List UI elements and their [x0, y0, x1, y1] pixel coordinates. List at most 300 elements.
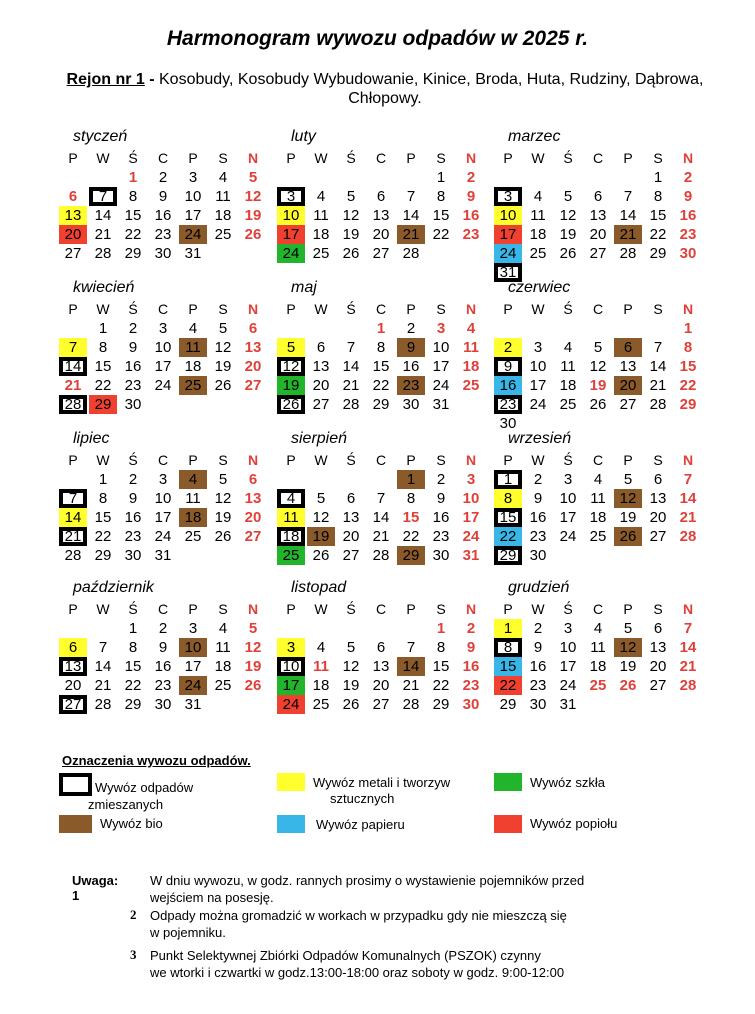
day-cell: 7 — [376, 490, 386, 507]
day-cell: 1 — [683, 320, 693, 337]
day-cell: 12 — [214, 339, 232, 356]
day-cell: 24 — [432, 377, 450, 394]
weekday-header: N — [465, 301, 477, 317]
day-cell: 13 — [649, 639, 667, 656]
day-box-pickup: 8 — [494, 638, 522, 657]
day-cell: 7 — [98, 639, 108, 656]
day-yellow-pickup: 8 — [494, 489, 522, 508]
day-brown-pickup: 26 — [614, 527, 642, 546]
day-green-pickup: 19 — [277, 376, 305, 395]
day-red-pickup: 22 — [494, 676, 522, 695]
day-box-pickup: 1 — [494, 470, 522, 489]
day-cell: 24 — [529, 396, 547, 413]
day-brown-pickup: 19 — [307, 527, 335, 546]
day-cell: 20 — [244, 509, 262, 526]
day-cell: 3 — [466, 471, 476, 488]
day-yellow-pickup: 14 — [59, 508, 87, 527]
day-box-pickup: 29 — [494, 546, 522, 565]
day-brown-pickup: 25 — [179, 376, 207, 395]
weekday-header: W — [96, 452, 110, 468]
day-cell: 5 — [346, 639, 356, 656]
day-cell: 27 — [64, 245, 82, 262]
day-box-pickup: 21 — [59, 527, 87, 546]
day-cell: 17 — [529, 377, 547, 394]
day-cell: 6 — [346, 490, 356, 507]
day-cell: 21 — [679, 658, 697, 675]
day-cell: 23 — [124, 377, 142, 394]
region-label: Rejon nr 1 — [66, 71, 145, 88]
day-cell: 8 — [128, 188, 138, 205]
weekday-header: N — [682, 452, 694, 468]
month-name: listopad — [291, 579, 347, 596]
day-blue-pickup: 24 — [494, 244, 522, 263]
weekday-header: P — [623, 452, 633, 468]
day-cell: 18 — [312, 226, 330, 243]
day-cell: 6 — [593, 188, 603, 205]
day-cell: 29 — [649, 245, 667, 262]
day-box-pickup: 12 — [277, 357, 305, 376]
day-cell: 28 — [679, 677, 697, 694]
day-cell: 16 — [529, 658, 547, 675]
day-cell: 22 — [124, 226, 142, 243]
day-box-pickup: 28 — [59, 395, 87, 414]
paper-swatch — [277, 815, 305, 833]
weekday-header: Ś — [563, 452, 573, 468]
weekday-header: P — [68, 601, 78, 617]
weekday-header: N — [247, 452, 259, 468]
day-cell: 30 — [154, 696, 172, 713]
weekday-header: P — [286, 150, 296, 166]
day-cell: 26 — [559, 245, 577, 262]
month-grudzień — [494, 579, 704, 724]
day-brown-pickup: 20 — [614, 376, 642, 395]
day-cell: 25 — [529, 245, 547, 262]
day-green-pickup: 17 — [277, 676, 305, 695]
day-cell: 2 — [533, 471, 543, 488]
day-red-pickup: 29 — [89, 395, 117, 414]
day-cell: 19 — [559, 226, 577, 243]
weekday-header: Ś — [346, 601, 356, 617]
day-cell: 18 — [312, 677, 330, 694]
day-cell: 1 — [98, 320, 108, 337]
month-name: sierpień — [291, 430, 348, 447]
day-cell: 3 — [563, 471, 573, 488]
legend-mixed-line2: zmieszanych — [88, 797, 164, 812]
day-cell: 31 — [432, 396, 450, 413]
day-cell: 28 — [64, 547, 82, 564]
weekday-header: S — [436, 601, 446, 617]
day-cell: 25 — [214, 677, 232, 694]
day-red-pickup: 24 — [277, 695, 305, 714]
day-cell: 14 — [679, 639, 697, 656]
weekday-header: C — [375, 301, 387, 317]
day-brown-pickup: 4 — [179, 470, 207, 489]
day-cell: 2 — [466, 169, 476, 186]
weekday-header: W — [531, 150, 545, 166]
day-cell: 15 — [94, 358, 112, 375]
day-cell: 20 — [372, 226, 390, 243]
day-brown-pickup: 21 — [397, 225, 425, 244]
weekday-header: P — [623, 601, 633, 617]
day-yellow-pickup: 3 — [277, 638, 305, 657]
legend-glass: Wywóz szkła — [530, 775, 606, 790]
weekday-header: C — [592, 150, 604, 166]
day-cell: 13 — [244, 339, 262, 356]
day-cell: 21 — [679, 509, 697, 526]
month-listopad — [277, 579, 487, 724]
day-cell: 8 — [436, 639, 446, 656]
day-cell: 25 — [589, 677, 607, 694]
day-cell: 23 — [462, 677, 480, 694]
day-cell: 26 — [244, 677, 262, 694]
weekday-header: C — [157, 150, 169, 166]
weekday-header: Ś — [346, 150, 356, 166]
day-cell: 23 — [154, 677, 172, 694]
month-name: wrzesień — [508, 430, 572, 447]
day-cell: 20 — [649, 658, 667, 675]
weekday-header: C — [375, 601, 387, 617]
day-cell: 10 — [462, 490, 480, 507]
day-cell: 26 — [342, 696, 360, 713]
month-name: grudzień — [508, 579, 570, 596]
day-cell: 18 — [214, 207, 232, 224]
metal-plastic-swatch — [277, 773, 305, 791]
day-cell: 18 — [589, 658, 607, 675]
day-cell: 12 — [244, 188, 262, 205]
day-blue-pickup: 22 — [494, 527, 522, 546]
day-cell: 2 — [158, 620, 168, 637]
day-cell: 30 — [679, 245, 697, 262]
day-box-pickup: 27 — [59, 695, 87, 714]
month-name: luty — [291, 128, 316, 145]
month-luty — [277, 128, 487, 273]
day-cell: 3 — [158, 471, 168, 488]
day-cell: 16 — [462, 207, 480, 224]
day-cell: 15 — [124, 207, 142, 224]
day-cell: 11 — [313, 207, 329, 224]
day-cell: 6 — [68, 188, 78, 205]
weekday-header: S — [436, 150, 446, 166]
day-cell: 14 — [372, 509, 390, 526]
day-cell: 7 — [683, 620, 693, 637]
day-yellow-pickup: 13 — [59, 206, 87, 225]
month-name: styczeń — [73, 128, 128, 145]
weekday-header: Ś — [128, 601, 138, 617]
day-cell: 26 — [342, 245, 360, 262]
day-cell: 15 — [649, 207, 667, 224]
day-cell: 8 — [653, 188, 663, 205]
month-name: lipiec — [73, 430, 110, 447]
day-brown-pickup: 23 — [397, 376, 425, 395]
note-3-number: 3 — [130, 947, 137, 962]
weekday-header: W — [314, 150, 328, 166]
day-green-pickup: 25 — [277, 546, 305, 565]
day-cell: 10 — [154, 339, 172, 356]
day-cell: 20 — [312, 377, 330, 394]
day-cell: 15 — [94, 509, 112, 526]
weekday-header: Ś — [563, 601, 573, 617]
weekday-header: S — [653, 301, 663, 317]
day-cell: 21 — [64, 377, 82, 394]
month-maj — [277, 279, 487, 424]
weekday-header: C — [157, 452, 169, 468]
day-cell: 4 — [218, 620, 228, 637]
day-box-pickup: 4 — [277, 489, 305, 508]
day-yellow-pickup: 2 — [494, 338, 522, 357]
day-cell: 6 — [653, 471, 663, 488]
day-cell: 30 — [432, 547, 450, 564]
day-cell: 23 — [154, 226, 172, 243]
day-cell: 27 — [649, 528, 667, 545]
day-yellow-pickup: 1 — [494, 619, 522, 638]
day-cell: 27 — [244, 528, 262, 545]
day-cell: 2 — [406, 320, 416, 337]
weekday-header: P — [406, 301, 416, 317]
weekday-header: N — [682, 150, 694, 166]
day-cell: 4 — [563, 339, 573, 356]
weekday-header: W — [314, 452, 328, 468]
weekday-header: Ś — [128, 150, 138, 166]
day-cell: 17 — [559, 509, 577, 526]
day-cell: 23 — [124, 528, 142, 545]
day-cell: 30 — [499, 415, 517, 432]
day-cell: 22 — [402, 528, 420, 545]
day-cell: 17 — [184, 658, 202, 675]
day-cell: 14 — [679, 490, 697, 507]
day-cell: 5 — [346, 188, 356, 205]
day-cell: 20 — [372, 677, 390, 694]
month-wrzesień — [494, 430, 704, 575]
day-cell: 24 — [154, 528, 172, 545]
day-cell: 23 — [462, 226, 480, 243]
day-cell: 8 — [683, 339, 693, 356]
day-cell: 12 — [244, 639, 262, 656]
day-cell: 12 — [342, 207, 360, 224]
day-yellow-pickup: 11 — [277, 508, 305, 527]
day-cell: 16 — [679, 207, 697, 224]
weekday-header: S — [653, 150, 663, 166]
weekday-header: C — [592, 452, 604, 468]
weekday-header: P — [406, 452, 416, 468]
day-cell: 10 — [432, 339, 450, 356]
day-cell: 2 — [466, 620, 476, 637]
weekday-header: W — [531, 601, 545, 617]
day-cell: 14 — [649, 358, 667, 375]
day-cell: 14 — [619, 207, 637, 224]
day-cell: 7 — [346, 339, 356, 356]
day-cell: 8 — [406, 490, 416, 507]
weekday-header: W — [531, 301, 545, 317]
day-yellow-pickup: 6 — [59, 638, 87, 657]
day-cell: 28 — [402, 245, 420, 262]
day-cell: 1 — [436, 169, 446, 186]
day-cell: 24 — [559, 677, 577, 694]
weekday-header: P — [68, 452, 78, 468]
weekday-header: P — [188, 301, 198, 317]
weekday-header: P — [406, 150, 416, 166]
day-cell: 3 — [188, 169, 198, 186]
weekday-header: Ś — [563, 301, 573, 317]
day-cell: 2 — [533, 620, 543, 637]
month-styczeń — [59, 128, 269, 273]
month-kwiecień — [59, 279, 269, 424]
day-cell: 27 — [649, 677, 667, 694]
month-marzec — [494, 128, 704, 281]
day-green-pickup: 24 — [277, 244, 305, 263]
day-cell: 18 — [529, 226, 547, 243]
day-cell: 28 — [94, 245, 112, 262]
weekday-header: P — [188, 150, 198, 166]
day-cell: 26 — [589, 396, 607, 413]
day-cell: 25 — [214, 226, 232, 243]
weekday-header: P — [503, 301, 513, 317]
day-cell: 8 — [98, 339, 108, 356]
weekday-header: S — [653, 452, 663, 468]
day-cell: 30 — [529, 696, 547, 713]
day-cell: 22 — [372, 377, 390, 394]
day-cell: 24 — [462, 528, 480, 545]
day-cell: 4 — [188, 320, 198, 337]
day-cell: 27 — [372, 245, 390, 262]
day-cell: 4 — [466, 320, 476, 337]
notes-label: Uwaga: 1 — [72, 873, 119, 903]
day-cell: 14 — [94, 658, 112, 675]
day-yellow-pickup: 5 — [277, 338, 305, 357]
day-cell: 16 — [432, 509, 450, 526]
weekday-header: W — [314, 301, 328, 317]
day-cell: 17 — [184, 207, 202, 224]
weekday-header: W — [314, 601, 328, 617]
day-cell: 9 — [533, 639, 543, 656]
weekday-header: Ś — [128, 452, 138, 468]
weekday-header: Ś — [128, 301, 138, 317]
day-cell: 22 — [432, 226, 450, 243]
day-cell: 11 — [590, 490, 606, 507]
day-cell: 22 — [649, 226, 667, 243]
bio-swatch — [59, 815, 92, 833]
month-name: kwiecień — [73, 279, 135, 296]
day-cell: 27 — [244, 377, 262, 394]
day-cell: 31 — [184, 696, 202, 713]
day-cell: 19 — [619, 509, 637, 526]
day-brown-pickup: 11 — [179, 338, 207, 357]
day-cell: 28 — [402, 696, 420, 713]
weekday-header: S — [653, 601, 663, 617]
legend-metal-line2: sztucznych — [330, 791, 395, 806]
day-cell: 7 — [406, 188, 416, 205]
note-2-line2: w pojemniku. — [150, 925, 226, 940]
day-cell: 30 — [124, 547, 142, 564]
weekday-header: S — [436, 452, 446, 468]
weekday-header: P — [286, 452, 296, 468]
day-cell: 13 — [372, 207, 390, 224]
day-cell: 2 — [683, 169, 693, 186]
weekday-header: S — [218, 301, 228, 317]
legend-bio: Wywóz bio — [100, 816, 163, 831]
day-cell: 27 — [589, 245, 607, 262]
day-cell: 23 — [529, 677, 547, 694]
weekday-header: N — [247, 301, 259, 317]
day-cell: 26 — [619, 677, 637, 694]
day-cell: 14 — [402, 207, 420, 224]
day-cell: 22 — [432, 677, 450, 694]
glass-swatch — [494, 773, 522, 791]
legend-title: Oznaczenia wywozu odpadów. — [62, 753, 251, 768]
day-cell: 21 — [649, 377, 667, 394]
day-brown-pickup: 6 — [614, 338, 642, 357]
day-cell: 1 — [376, 320, 386, 337]
day-cell: 17 — [462, 509, 480, 526]
note-2-number: 2 — [130, 907, 137, 922]
day-cell: 14 — [342, 358, 360, 375]
day-cell: 22 — [94, 377, 112, 394]
day-cell: 6 — [376, 639, 386, 656]
day-cell: 19 — [244, 658, 262, 675]
day-cell: 9 — [466, 639, 476, 656]
day-cell: 5 — [623, 471, 633, 488]
day-cell: 21 — [372, 528, 390, 545]
day-box-pickup: 18 — [277, 527, 305, 546]
ash-swatch — [494, 815, 522, 833]
day-cell: 8 — [376, 339, 386, 356]
day-cell: 7 — [623, 188, 633, 205]
day-cell: 18 — [589, 509, 607, 526]
day-cell: 9 — [158, 639, 168, 656]
day-cell: 5 — [248, 169, 258, 186]
day-cell: 25 — [184, 528, 202, 545]
day-red-pickup: 17 — [494, 225, 522, 244]
day-box-pickup: 23 — [494, 395, 522, 414]
day-cell: 11 — [590, 639, 606, 656]
day-cell: 2 — [158, 169, 168, 186]
day-cell: 29 — [372, 396, 390, 413]
weekday-header: N — [247, 150, 259, 166]
day-cell: 8 — [128, 639, 138, 656]
day-brown-pickup: 1 — [397, 470, 425, 489]
weekday-header: P — [406, 601, 416, 617]
day-cell: 21 — [94, 677, 112, 694]
day-cell: 29 — [679, 396, 697, 413]
day-cell: 10 — [559, 490, 577, 507]
day-cell: 20 — [589, 226, 607, 243]
day-cell: 22 — [94, 528, 112, 545]
day-cell: 9 — [466, 188, 476, 205]
day-cell: 7 — [683, 471, 693, 488]
weekday-header: N — [247, 601, 259, 617]
day-cell: 5 — [218, 320, 228, 337]
day-cell: 5 — [593, 339, 603, 356]
day-cell: 15 — [679, 358, 697, 375]
legend-mixed-line1: Wywóz odpadów — [95, 780, 194, 795]
month-lipiec — [59, 430, 269, 575]
day-cell: 3 — [436, 320, 446, 337]
month-name: październik — [73, 579, 154, 596]
day-cell: 19 — [342, 677, 360, 694]
weekday-header: N — [682, 601, 694, 617]
day-cell: 21 — [94, 226, 112, 243]
weekday-header: C — [157, 601, 169, 617]
day-cell: 28 — [679, 528, 697, 545]
day-cell: 11 — [215, 639, 231, 656]
day-cell: 1 — [653, 169, 663, 186]
day-cell: 23 — [432, 528, 450, 545]
day-cell: 23 — [679, 226, 697, 243]
day-cell: 16 — [124, 509, 142, 526]
day-cell: 25 — [312, 696, 330, 713]
day-cell: 3 — [563, 620, 573, 637]
legend-paper: Wywóz papieru — [316, 817, 405, 832]
day-cell: 25 — [312, 245, 330, 262]
